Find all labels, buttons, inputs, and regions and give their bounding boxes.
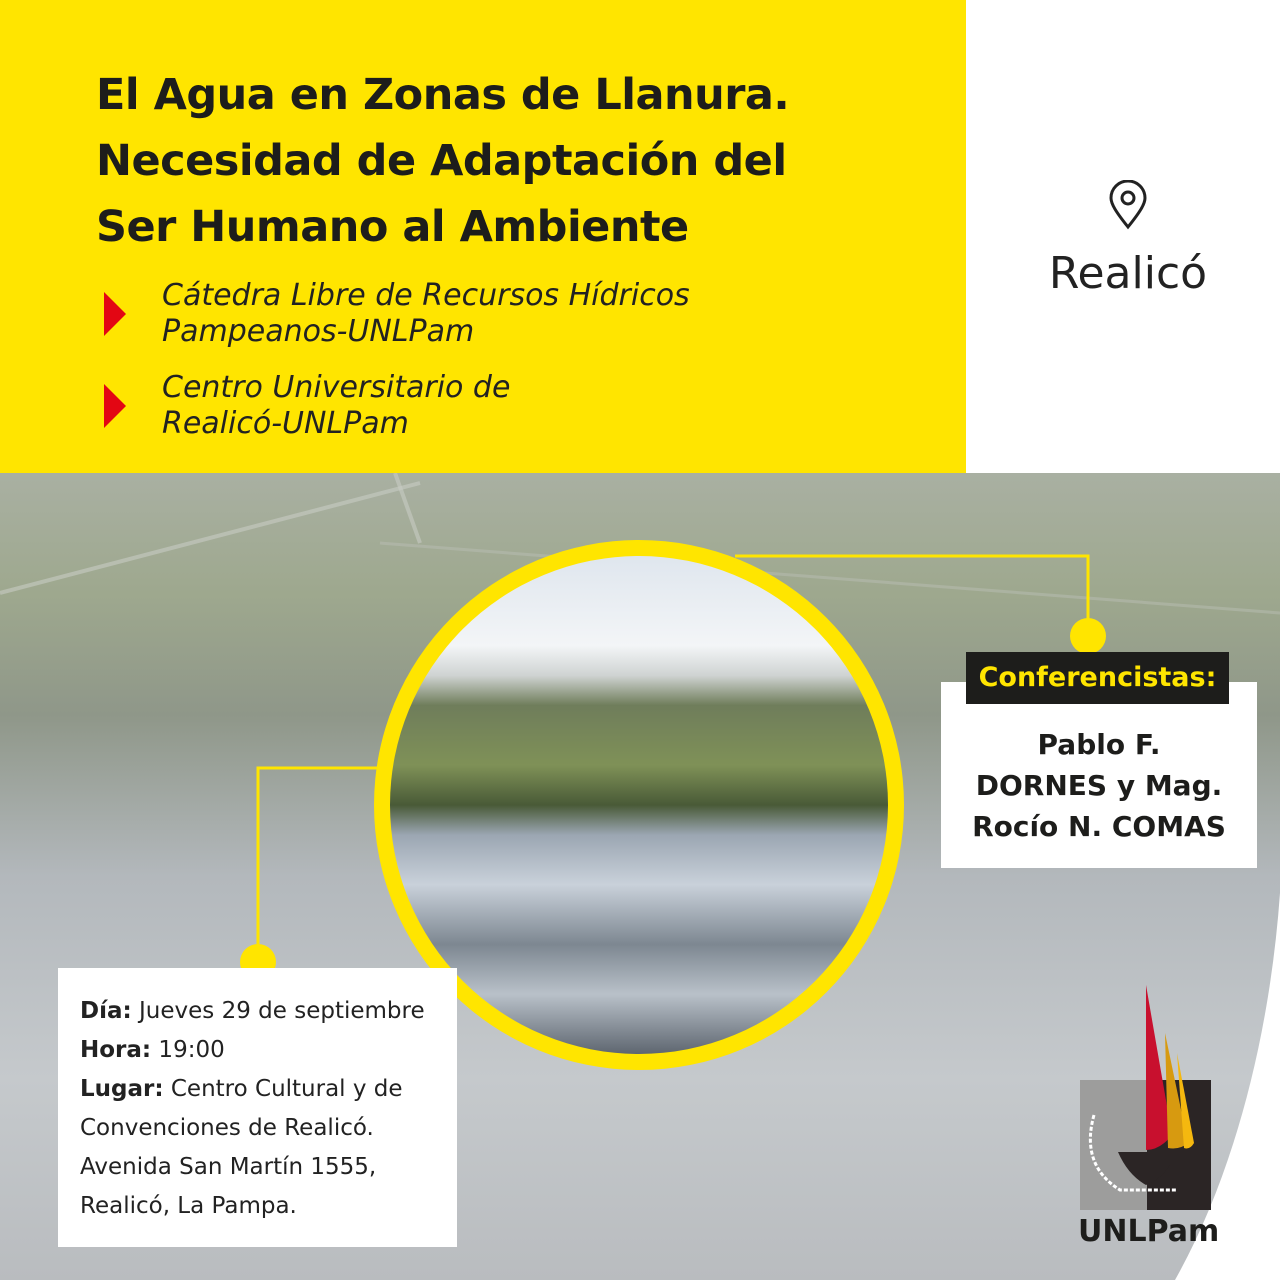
place-row: [80, 1070, 425, 1109]
title-line: El Agua en Zonas de Llanura.: [96, 70, 790, 120]
speaker-line: Pablo F.: [1037, 728, 1161, 761]
location-label: Realicó: [1048, 248, 1208, 299]
logo-wordmark: UNLPam: [1078, 1214, 1220, 1249]
place-line: Realicó, La Pampa.: [80, 1193, 297, 1219]
place-label: Lugar:: [80, 1076, 164, 1102]
place-line: Avenida San Martín 1555,: [80, 1154, 377, 1180]
time-value: 19:00: [151, 1037, 225, 1063]
title-line: Ser Humano al Ambiente: [96, 202, 689, 252]
organizer-line: Realicó-UNLPam: [162, 406, 409, 441]
day-row: [80, 992, 425, 1031]
speaker-line: DORNES y Mag.: [975, 769, 1223, 802]
title-line: Necesidad de Adaptación del: [96, 136, 787, 186]
place-value: Centro Cultural y de: [163, 1076, 403, 1102]
speakers-names: [941, 724, 1257, 847]
speaker-line: Rocío N. COMAS: [972, 810, 1226, 843]
place-line: Convenciones de Realicó.: [80, 1115, 374, 1141]
day-label: Día:: [80, 998, 132, 1024]
organizer-line: Pampeanos-UNLPam: [162, 314, 475, 349]
organizer-line: Cátedra Libre de Recursos Hídricos: [162, 278, 690, 313]
speakers-label: Conferencistas:: [966, 652, 1229, 704]
day-value: Jueves 29 de septiembre: [131, 998, 425, 1024]
time-label: Hora:: [80, 1037, 152, 1063]
organizer-line: Centro Universitario de: [162, 370, 511, 405]
flooded-plain-photo: [390, 556, 888, 1054]
event-details-box: [58, 968, 457, 1247]
time-row: [80, 1031, 425, 1070]
